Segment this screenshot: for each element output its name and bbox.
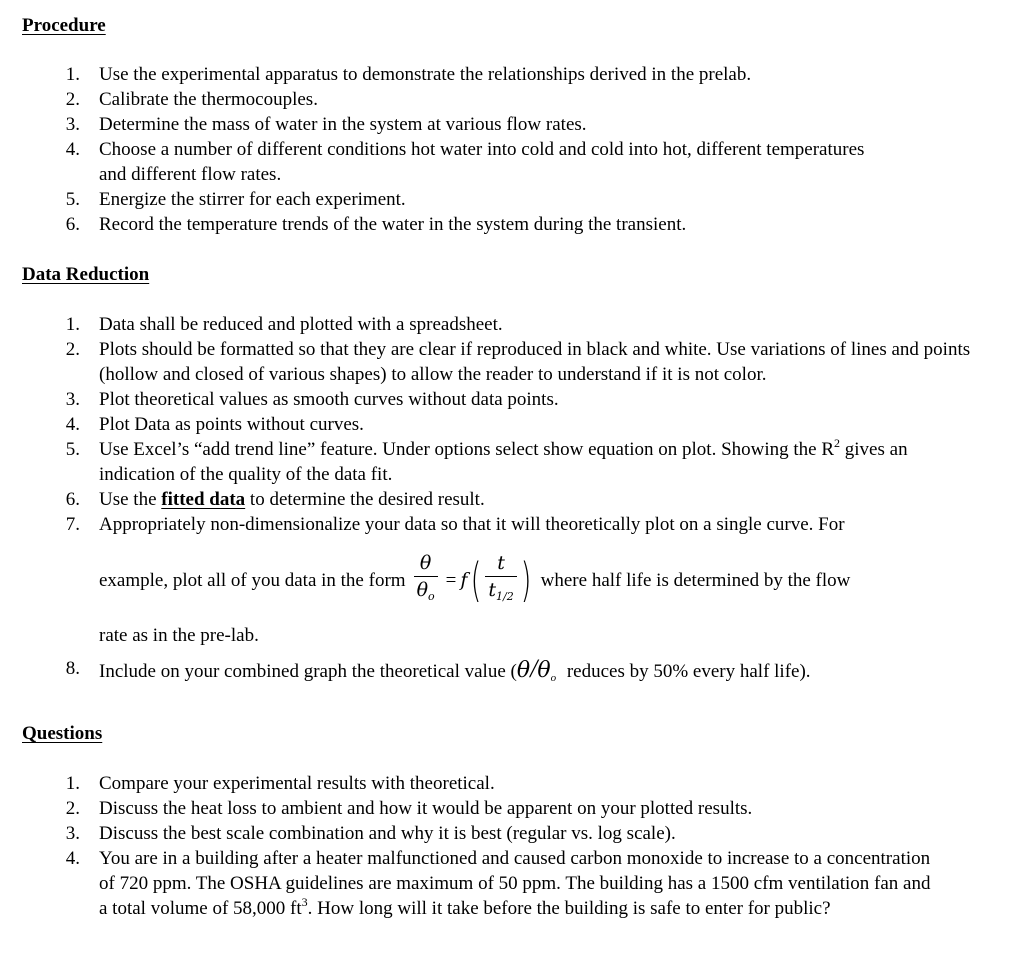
item-number: 5 . [58, 187, 80, 212]
list-item [22, 796, 1012, 821]
procedure-heading: Procedure [22, 15, 106, 36]
slash: / [530, 654, 538, 683]
document-page [22, 13, 1012, 921]
item-number: 2 . [58, 337, 80, 362]
item-text: gives an indication of the quality of the data fit. [99, 439, 908, 485]
list-item [22, 487, 1012, 512]
item-number: 6 . [58, 487, 80, 512]
fraction-denominator [414, 577, 438, 608]
item-text: Choose a number of different conditions hot water into cold and cold into hot, different temperatures and different flow rates. [99, 139, 865, 185]
item-text: Plot theoretical values as smooth curves without data points. [99, 389, 559, 410]
t-symbol: t [488, 579, 496, 601]
fraction-numerator: θ [414, 552, 438, 577]
item-text: Plots should be formatted so that they are clear if reproduced in black and white. Use variations of lines and points (hollow and closed of various shapes) to allow the reader to understand if it is not color. [99, 339, 971, 385]
item-text: Use the [99, 489, 162, 510]
item-text: Use Excel’s “add trend line” feature. Under options select show equation on plot. Showing the R [99, 439, 835, 460]
item-text: Energize the stirrer for each experiment. [99, 189, 406, 210]
item-number: 1 . [58, 62, 80, 87]
list-item [22, 656, 1012, 691]
item-text: rate as in the pre-lab. [99, 625, 259, 646]
item-text: example, plot all of you data in the form [99, 569, 406, 591]
list-item [22, 312, 1012, 337]
item-number: 5 . [58, 437, 80, 462]
data-reduction-heading: Data Reduction [22, 264, 150, 285]
item-number: 3 . [58, 112, 80, 137]
equals-sign: = [445, 569, 457, 591]
data-reduction-list [22, 312, 1012, 691]
item-text: to determine the desired result. [245, 489, 485, 510]
item-number: 3 . [58, 387, 80, 412]
list-item [22, 412, 1012, 437]
item-text: Data shall be reduced and plotted with a spreadsheet. [99, 314, 503, 335]
theta-symbol: θ [416, 579, 429, 601]
fraction-denominator [485, 577, 516, 608]
theta-symbol: θ [516, 658, 531, 683]
item-text: Include on your combined graph the theoretical value ( [99, 661, 517, 682]
time-ratio-fraction [485, 552, 516, 608]
questions-list [22, 771, 1012, 921]
item-number: 2 . [58, 87, 80, 112]
item-text: . How long will it take before the building is safe to enter for public? [307, 898, 831, 919]
list-item [22, 821, 1012, 846]
item-text: Discuss the heat loss to ambient and how it would be apparent on your plotted results. [99, 798, 753, 819]
item-number: 3 . [58, 821, 80, 846]
list-item [22, 771, 1012, 796]
item-number: 2 . [58, 796, 80, 821]
item-number: 8 . [58, 656, 80, 681]
item-text: Determine the mass of water in the system at various flow rates. [99, 114, 587, 135]
item-text: Record the temperature trends of the water in the system during the transient. [99, 214, 687, 235]
list-item [22, 87, 1012, 112]
list-item [22, 212, 1012, 237]
list-item [22, 187, 1012, 212]
item-text: Compare your experimental results with theoretical. [99, 773, 495, 794]
item-text: You are in a building after a heater malfunctioned and caused carbon monoxide to increase to a concentration of 720 ppm. The OSHA guidelines are maximum of 50 ppm. The building has a 1500 cfm ventilation fan and a total volume of 58,000 ft [99, 848, 931, 919]
theta-symbol: θ [537, 658, 551, 683]
list-item [22, 387, 1012, 412]
right-paren: ) [520, 553, 532, 607]
item-number: 1 . [58, 771, 80, 796]
item-number: 7 . [58, 512, 80, 537]
list-item [22, 62, 1012, 87]
superscript: 3 [301, 895, 308, 909]
list-item [22, 112, 1012, 137]
subscript: o [428, 590, 435, 603]
item-text: Calibrate the thermocouples. [99, 89, 318, 110]
item-text: Plot Data as points without curves. [99, 414, 364, 435]
fraction-numerator: t [485, 552, 516, 577]
item-text: where half life is determined by the flow [540, 569, 851, 591]
item-number: 4 . [58, 137, 80, 162]
list-item [22, 337, 1012, 387]
item-text: reduces by 50% every half life). [562, 661, 811, 682]
left-paren: ( [470, 553, 482, 607]
subscript: 1/2 [496, 590, 514, 603]
list-item [22, 846, 1012, 921]
item-number: 4 . [58, 412, 80, 437]
item-number: 6 . [58, 212, 80, 237]
item-text: Use the experimental apparatus to demonstrate the relationships derived in the prelab. [99, 64, 752, 85]
item-number: 1 . [58, 312, 80, 337]
list-item [22, 137, 1012, 187]
list-item [22, 437, 1012, 487]
questions-heading: Questions [22, 723, 103, 744]
fitted-data-emphasis: fitted data [161, 489, 246, 510]
function-f: f [460, 568, 468, 591]
theta-ratio-fraction [414, 552, 438, 608]
superscript: 2 [834, 436, 841, 450]
list-item [22, 512, 1012, 648]
procedure-list [22, 62, 1012, 237]
item-number: 4 . [58, 846, 80, 871]
item-text: Discuss the best scale combination and why it is best (regular vs. log scale). [99, 823, 676, 844]
item-text: Appropriately non-dimensionalize your data so that it will theoretically plot on a single curve. For [99, 514, 845, 535]
subscript: o [550, 672, 557, 684]
formula-line [99, 537, 1012, 623]
